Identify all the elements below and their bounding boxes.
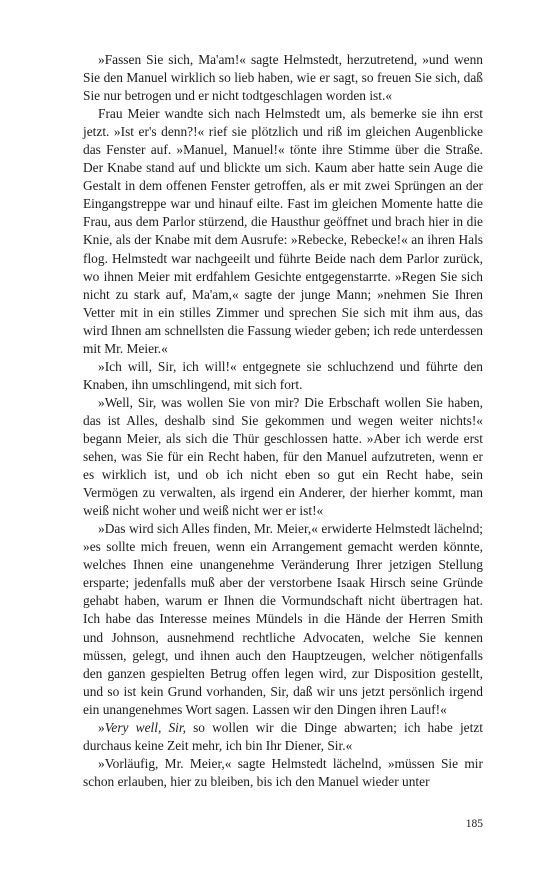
paragraph-5: »Das wird sich Alles finden, Mr. Meier,« erwiderte Helmstedt lächelnd; »es sollte mich freuen, wenn ein Arrangement gemacht werden könnte, welches Ihnen eine unangenehme Veränderung Ihrer jetzigen Stellung ersparte; jedenfalls muß aber der verstorbene Isaak Hirsch seine Gründe gehabt haben, warum er Ihnen die Vormundschaft nicht übertragen hat. Ich habe das Interesse meines Mündels in die Hände der Herren Smith und Johnson, ausnehmend rechtliche Advocaten, welche Sie kennen müssen, gelegt, und ihnen auch den Hauptzeugen, welcher nötigenfalls den ganzen gespielten Betrug offen legen wird, zur Disposition gestellt, und so ist kein Grund vorhanden, Sir, daß wir uns jetzt persönlich irgend ein unangenehmes Wort sagen. Lassen wir den Dingen ihren Lauf!« (83, 521, 483, 717)
page-number: 185 (465, 818, 483, 830)
paragraph-6-italic-phrase: Very well, Sir, (104, 719, 186, 735)
paragraph-3: »Ich will, Sir, ich will!« entgegnete sie schluchzend und führte den Knaben, ihn umschlingend, mit sich fort. (83, 358, 483, 392)
paragraph-7: »Vorläufig, Mr. Meier,« sagte Helmstedt lächelnd, »müssen Sie mir schon erlauben, hier zu bleiben, bis ich den Manuel wieder unter (83, 755, 483, 789)
paragraph-6-open-quote: » (98, 719, 105, 735)
paragraph-2: Frau Meier wandte sich nach Helmstedt um, als bemerke sie ihn erst jetzt. »Ist er's denn?!« rief sie plötzlich und riß im gleichen Augenblicke das Fenster auf. »Manuel, Manuel!« tönte ihre Stimme über die Straße. Der Knabe stand auf und blickte um sich. Kaum aber hatte sein Auge die Gestalt in dem offenen Fenster getroffen, als er mit zwei Sprüngen an der Eingangstreppe war und hinauf eilte. Fast im gleichen Momente hatte die Frau, aus dem Parlor stürzend, die Hausthur geöffnet und brach hier in die Knie, als der Knabe mit dem Ausrufe: »Rebecke, Rebecke!« an ihren Hals flog. Helmstedt war nachgeeilt und führte Beide nach dem Parlor zurück, wo ihnen Meier mit erdfahlem Gesichte entgegenstarrte. »Regen Sie sich nicht zu stark auf, Ma'am,« sagte der junge Mann; »nehmen Sie Ihren Vetter mit in ein stilles Zimmer und sprechen Sie sich mit ihm aus, das wird Ihnen am schnellsten die Fassung wieder geben; ich rede unterdessen mit Mr. Meier.« (83, 106, 483, 356)
page-body (83, 51, 483, 791)
paragraph-6-rest: so wollen wir die Dinge abwarten; ich habe jetzt durchaus keine Zeit mehr, ich bin Ihr Diener, Sir.« (83, 719, 483, 753)
paragraph-1: »Fassen Sie sich, Ma'am!« sagte Helmstedt, herzutretend, »und wenn Sie den Manuel wirklich so lieb haben, wie er sagt, so freuen Sie sich, daß Sie nur betrogen und er nicht todtgeschlagen worden ist.« (83, 52, 483, 104)
paragraph-6 (83, 719, 483, 755)
paragraph-4: »Well, Sir, was wollen Sie von mir? Die Erbschaft wollen Sie haben, das ist Alles, deshalb sind Sie gekommen und wegen weiter nichts!« begann Meier, als sich die Thür geschlossen hatte. »Aber ich werde erst sehen, was Sie für ein Recht haben, für den Manuel aufzutreten, wenn er es wirklich ist, und ob ich nicht eben so gut ein Recht habe, sein Vermögen zu verwalten, als irgend ein Anderer, der hierher kommt, man weiß nicht woher und weiß nicht wer er ist!« (83, 394, 483, 519)
